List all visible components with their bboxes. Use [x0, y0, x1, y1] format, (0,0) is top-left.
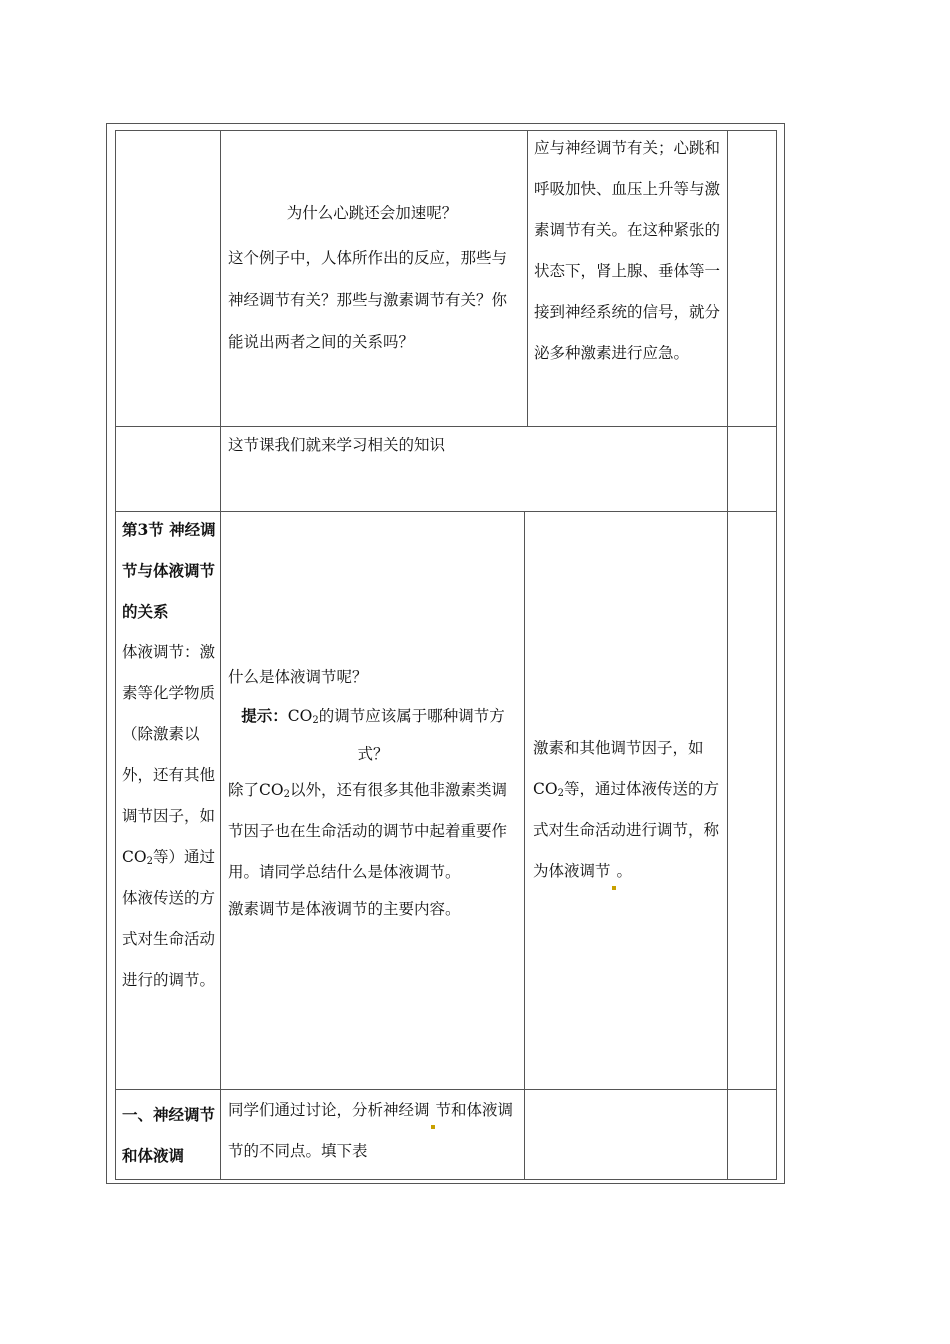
row1-question-heartbeat: 为什么心跳还会加速呢？	[286, 204, 458, 222]
col-divider-3a	[527, 130, 528, 426]
row-bottom	[115, 1179, 777, 1180]
section-definition: 体液调节：激素等化学物质（除激素以外，还有其他调节因子，如$CO_2$等）通过体液传送的方式对生命活动进行的调节。	[122, 643, 216, 989]
col-divider-1	[115, 130, 116, 1180]
question-what-is-humoral: 什么是体液调节呢？	[228, 668, 368, 686]
section-one-title: 一、神经调节和体液调	[122, 1105, 216, 1165]
col-divider-4	[727, 130, 728, 1180]
col-divider-3b	[524, 511, 525, 1180]
col-divider-5	[776, 130, 777, 1180]
col-divider-2	[220, 130, 221, 1180]
hint: 提示：$CO_2$的调节应该属于哪种调节方式？	[241, 706, 505, 763]
row1-answer: 应与神经调节有关；心跳和呼吸加快、血压上升等与激素调节有关。在这种紧张的状态下，肾上腺、垂体等一接到神经系统的信号，就分泌多种激素进行应急。	[534, 139, 721, 362]
middle-paragraph: 除了$CO_2$以外，还有很多其他非激素类调节因子也在生命活动的调节中起着重要作用。请同学总结什么是体液调节。	[228, 781, 508, 881]
discussion-prompt: 同学们通过讨论，分析神经调 节和体液调节的不同点。填下表	[228, 1101, 514, 1160]
middle-paragraph-2: 激素调节是体液调节的主要内容。	[228, 900, 461, 918]
row1-question-relation: 这个例子中，人体所作出的反应，那些与神经调节有关？那些与激素调节有关？你能说出两者之间的关系吗？	[228, 249, 508, 351]
humoral-definition-answer: 激素和其他调节因子，如$CO_2$等，通过体液传送的方式对生命活动进行调节，称为体液调节 。	[533, 728, 721, 892]
row2-intro: 这节课我们就来学习相关的知识	[228, 436, 446, 454]
section-title: 第3节 神经调节与体液调节的关系	[122, 520, 216, 621]
